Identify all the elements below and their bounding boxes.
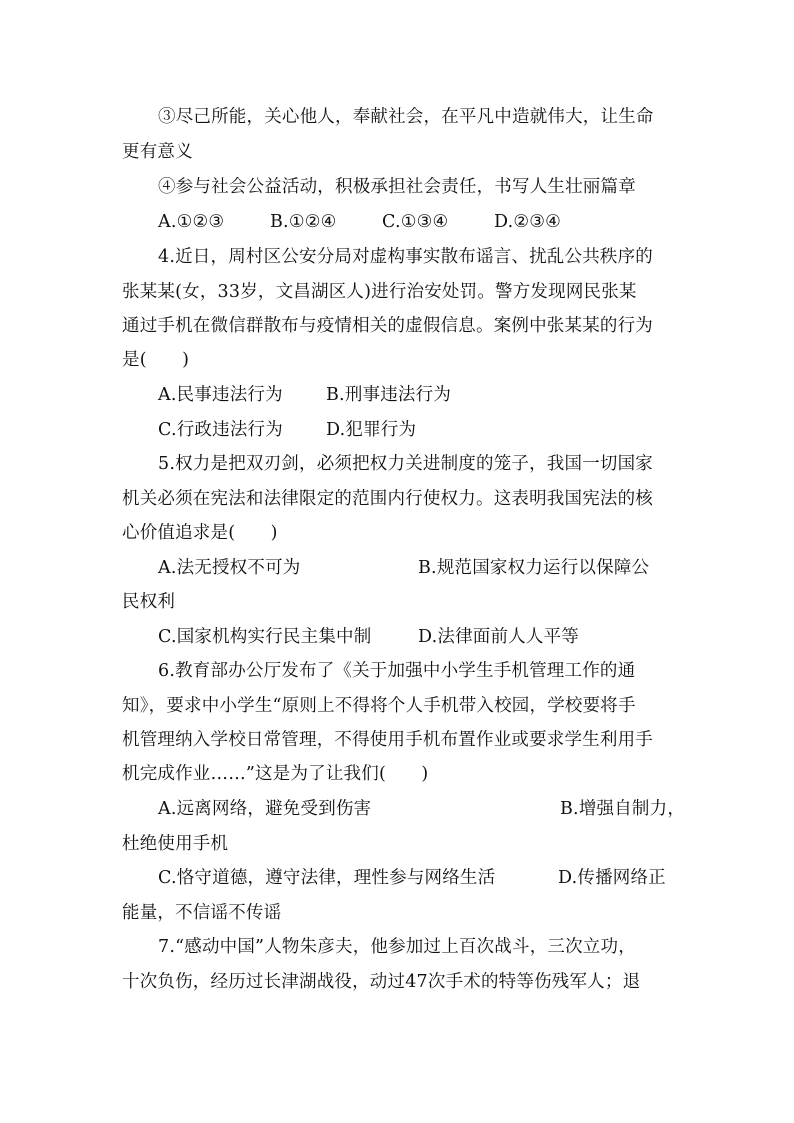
q3-option-d: D.②③④: [494, 212, 562, 232]
q5-option-b-line2: 民权利: [122, 592, 176, 612]
q6-option-d-line2: 能量，不信谣不传谣: [122, 903, 282, 923]
q4-option-c: C.行政违法行为: [158, 420, 283, 440]
q4-stem-line2: 张某某(女，33岁，文昌湖区人)进行治安处罚。警方发现网民张某: [122, 282, 637, 302]
q6-option-b-line2: 杜绝使用手机: [122, 834, 229, 854]
q6-option-a: A.远离网络，避免受到伤害: [158, 799, 372, 819]
q6-stem-line1: 6.教育部办公厅发布了《关于加强中小学生手机管理工作的通: [158, 661, 636, 681]
q5-option-c: C.国家机构实行民主集中制: [158, 627, 372, 647]
q6-option-c: C.恪守道德，遵守法律，理性参与网络生活: [158, 868, 496, 888]
q5-stem-line1: 5.权力是把双刃剑，必须把权力关进制度的笼子，我国一切国家: [158, 454, 653, 474]
q4-stem-line1: 4.近日，周村区公安分局对虚构事实散布谣言、扰乱公共秩序的: [158, 247, 653, 267]
q7-stem-line1: 7.“感动中国”人物朱彦夫，他参加过上百次战斗，三次立功，: [158, 937, 636, 957]
q6-option-b-line1: B.增强自制力，: [560, 799, 686, 819]
q4-stem-line4: 是( ): [122, 350, 190, 370]
q5-option-d: D.法律面前人人平等: [418, 627, 579, 647]
q6-stem-line4: 机完成作业……”这是为了让我们( ): [122, 764, 429, 784]
q6-stem-line2: 知》，要求中小学生“原则上不得将个人手机带入校园，学校要将手: [122, 696, 636, 716]
q5-option-a: A.法无授权不可为: [158, 558, 301, 578]
q7-stem-line2: 十次负伤，经历过长津湖战役，动过47次手术的特等伤残军人；退: [122, 972, 641, 992]
q3-option-c: C.①③④: [382, 212, 449, 232]
q4-option-a: A.民事违法行为: [158, 385, 283, 405]
q4-stem-line3: 通过手机在微信群散布与疫情相关的虚假信息。案例中张某某的行为: [122, 316, 653, 336]
q4-option-d: D.犯罪行为: [326, 420, 417, 440]
q5-option-b-line1: B.规范国家权力运行以保障公: [418, 558, 650, 578]
q4-option-b: B.刑事违法行为: [326, 385, 452, 405]
q3-item3-line1: ③尽己所能，关心他人，奉献社会，在平凡中造就伟大，让生命: [158, 107, 654, 127]
q3-item3-line2: 更有意义: [122, 142, 193, 162]
q3-item4: ④参与社会公益活动，积极承担社会责任，书写人生壮丽篇章: [158, 177, 636, 197]
q5-stem-line2: 机关必须在宪法和法律限定的范围内行使权力。这表明我国宪法的核: [122, 489, 653, 509]
q5-stem-line3: 心价值追求是( ): [122, 523, 278, 543]
q6-option-d-line1: D.传播网络正: [558, 868, 666, 888]
q3-option-b: B.①②④: [270, 212, 337, 232]
q6-stem-line3: 机管理纳入学校日常管理，不得使用手机布置作业或要求学生利用手: [122, 730, 653, 750]
q3-option-a: A.①②③: [158, 212, 225, 232]
